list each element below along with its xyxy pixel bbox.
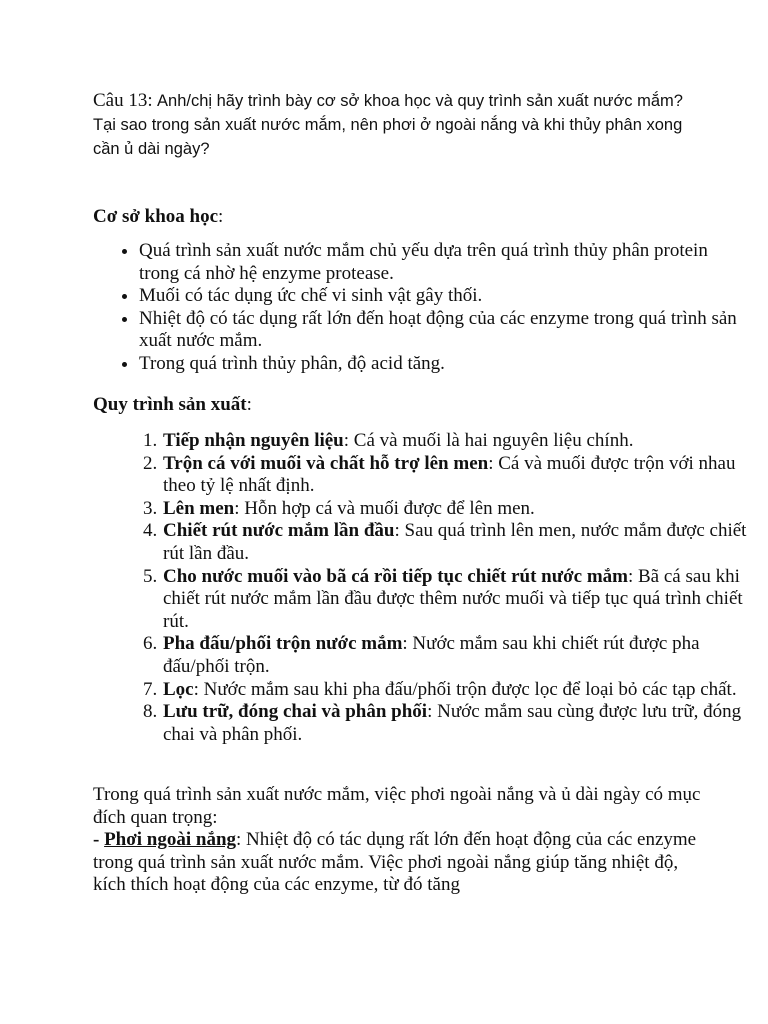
list-item: • Trong quá trình thủy phân, độ acid tăng.: [139, 353, 739, 376]
list-item: [162, 679, 762, 702]
step-title: Lên men: [163, 497, 235, 519]
step-title: Chiết rút nước mắm lần đầu: [163, 520, 395, 542]
list-item: [162, 520, 762, 565]
question-number: Câu 13:: [93, 90, 153, 111]
step-desc: : Nước mắm sau cùng được lưu trữ, đóng chai và phân phối.: [163, 701, 742, 745]
step-title: Pha đấu/phối trộn nước mắm: [163, 633, 403, 655]
question-text: Anh/chị hãy trình bày cơ sở khoa học và quy trình sản xuất nước mắm? Tại sao trong sản xuất nước mắm, nên phơi ở ngoài nắng và khi thủy phân xong cần ủ dài ngày?: [93, 92, 683, 158]
step-desc: : Nước mắm sau khi pha đấu/phối trộn được lọc để loại bỏ các tạp chất.: [193, 678, 737, 700]
step-title: Lưu trữ, đóng chai và phân phối: [163, 701, 428, 723]
heading-text: Cơ sở khoa học: [93, 206, 219, 227]
list-item: [162, 701, 762, 746]
step-title: Cho nước muối vào bã cá rồi tiếp tục chiết rút nước mắm: [163, 565, 628, 587]
list-item: • Quá trình sản xuất nước mắm chủ yếu dựa trên quá trình thủy phân protein trong cá nhờ hệ enzyme protease.: [139, 240, 739, 285]
step-desc: : Sau quá trình lên men, nước mắm được chiết rút lần đầu.: [163, 520, 747, 564]
step-desc: : Cá và muối được trộn với nhau theo tỷ lệ nhất định.: [163, 452, 736, 497]
closing-point: [93, 829, 703, 897]
closing-paragraph: [93, 784, 703, 897]
heading-text: Quy trình sản xuất: [93, 394, 247, 415]
production-steps-list: [93, 430, 762, 746]
list-item: [162, 633, 762, 678]
step-title: Lọc: [163, 678, 194, 700]
step-desc: : Cá và muối là hai nguyên liệu chính.: [343, 430, 634, 451]
step-desc: : Nước mắm sau khi chiết rút được pha đấu/phối trộn.: [163, 633, 700, 677]
point-text: : Nhiệt độ có tác dụng rất lớn đến hoạt động của các enzyme trong quá trình sản xuất nước mắm. Việc phơi ngoài nắng giúp tăng nhiệt độ, kích thích hoạt động của các enzyme, từ đó tăng: [93, 829, 697, 896]
list-item: [162, 566, 762, 634]
step-title: Trộn cá với muối và chất hỗ trợ lên men: [163, 452, 489, 474]
question-block: [93, 89, 683, 161]
list-item: [162, 498, 762, 521]
step-desc: : Hỗn hợp cá và muối được để lên men.: [234, 497, 535, 519]
closing-intro: Trong quá trình sản xuất nước mắm, việc phơi ngoài nắng và ủ dài ngày có mục đích quan trọng:: [93, 784, 701, 828]
heading-colon: :: [218, 206, 224, 227]
list-item: [162, 453, 762, 498]
step-title: Tiếp nhận nguyên liệu: [163, 430, 344, 451]
step-desc: : Bã cá sau khi chiết rút nước mắm lần đầu được thêm nước muối và tiếp tục quá trình chiết rút.: [163, 565, 743, 632]
list-item: [162, 430, 762, 453]
section-heading-scientific-basis: [93, 205, 223, 229]
list-item: • Muối có tác dụng ức chế vi sinh vật gây thối.: [139, 285, 739, 308]
section-heading-production-process: [93, 393, 252, 417]
dash: -: [93, 829, 105, 851]
point-term: Phơi ngoài nắng: [104, 829, 237, 851]
scientific-basis-list: [93, 240, 739, 376]
list-item: • Nhiệt độ có tác dụng rất lớn đến hoạt động của các enzyme trong quá trình sản xuất nước mắm.: [139, 308, 739, 353]
heading-colon: :: [246, 394, 252, 415]
